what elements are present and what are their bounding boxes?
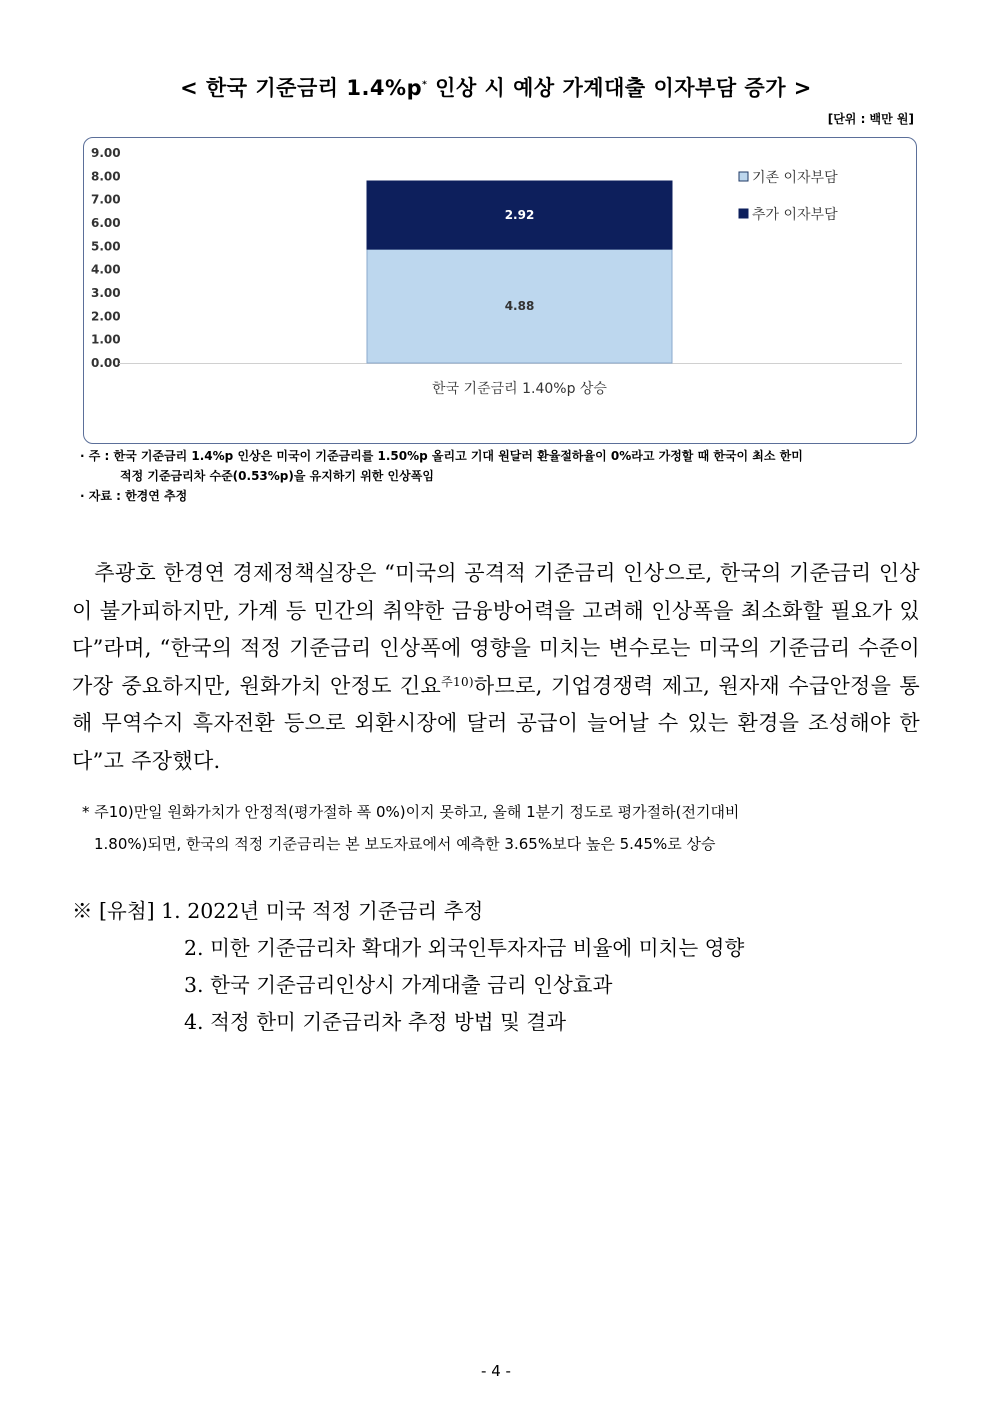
legend-label: 기존 이자부담 xyxy=(752,170,838,186)
unit-label: [단위 : 백만 원] xyxy=(827,112,914,126)
legend-swatch xyxy=(739,172,748,181)
y-tick-label: 0.00 xyxy=(91,356,121,370)
x-category-label: 한국 기준금리 1.40%p 상승 xyxy=(432,381,607,397)
y-tick-label: 4.00 xyxy=(91,262,121,277)
y-tick-label: 1.00 xyxy=(91,332,121,347)
attachments-list xyxy=(72,893,932,1041)
data-label: 4.88 xyxy=(504,299,535,314)
source-line: · 자료 : 한경연 추정 xyxy=(80,489,188,503)
body-paragraph: 추광호 한경연 경제정책실장은 “미국의 공격적 기준금리 인상으로, 한국의 기준금리 인상이 불가피하지만, 가계 등 민간의 취약한 금융방어력을 고려해 인상폭을 최소화할 필요가 있다”라며, “한국의 적정 기준금리 인상폭에 영향을 미치는 변수로는 미국의 기준금리 수준이 가장 중요하지만, 원화가치 안정도 긴요$^{주10)}$하므로, 기업경쟁력 제고, 원자재 수급안정을 통해 무역수지 흑자전환 등으로 외환시장에 달러 공급이 늘어날 수 있는 환경을 조성해야 한다”고 주장했다. xyxy=(72,561,920,773)
y-tick-label: 5.00 xyxy=(91,239,121,254)
y-tick-label: 3.00 xyxy=(91,286,121,300)
y-tick-label: 6.00 xyxy=(91,216,121,230)
attachment-item: 3. 한국 기준금리인상시 가계대출 금리 인상효과 xyxy=(184,973,613,997)
chart-container xyxy=(83,137,917,444)
y-tick-label: 9.00 xyxy=(91,146,121,160)
footnote-line: * 주10)만일 원화가치가 안정적(평가절하 폭 0%)이지 못하고, 올해 1분기 정도로 평가절하(전기대비 xyxy=(82,803,740,821)
legend-label: 추가 이자부담 xyxy=(752,207,838,223)
y-tick-label: 2.00 xyxy=(91,309,121,324)
chart-title: < 한국 기준금리 1.4%p* 인상 시 예상 가계대출 이자부담 증가 > xyxy=(180,76,812,100)
y-tick-label: 7.00 xyxy=(91,192,121,207)
footnote xyxy=(82,796,922,860)
footnote-ref: 주10) xyxy=(441,674,474,689)
y-tick-label: 8.00 xyxy=(91,169,121,184)
note-line: 적정 기준금리차 수준(0.53%p)을 유지하기 위한 인상폭임 xyxy=(120,469,434,483)
note-line: · 주 : 한국 기준금리 1.4%p 인상은 미국이 기준금리를 1.50%p 올리고 기대 원달러 환율절하율이 0%라고 가정할 때 한국이 최소 한미 xyxy=(80,449,803,463)
legend-swatch xyxy=(739,209,748,218)
stacked-bar-chart xyxy=(84,138,916,443)
attachment-item: 4. 적정 한미 기준금리차 추정 방법 및 결과 xyxy=(184,1010,567,1034)
footnote-line: 1.80%)되면, 한국의 적정 기준금리는 본 보도자료에서 예측한 3.65%보다 높은 5.45%로 상승 xyxy=(94,835,716,853)
chart-notes xyxy=(80,446,920,506)
data-label: 2.92 xyxy=(504,208,535,223)
attachment-item: ※ [유첨] 1. 2022년 미국 적정 기준금리 추정 xyxy=(72,899,484,923)
attachment-item: 2. 미한 기준금리차 확대가 외국인투자자금 비율에 미치는 영향 xyxy=(184,936,745,960)
page-number: - 4 - xyxy=(481,1362,511,1380)
